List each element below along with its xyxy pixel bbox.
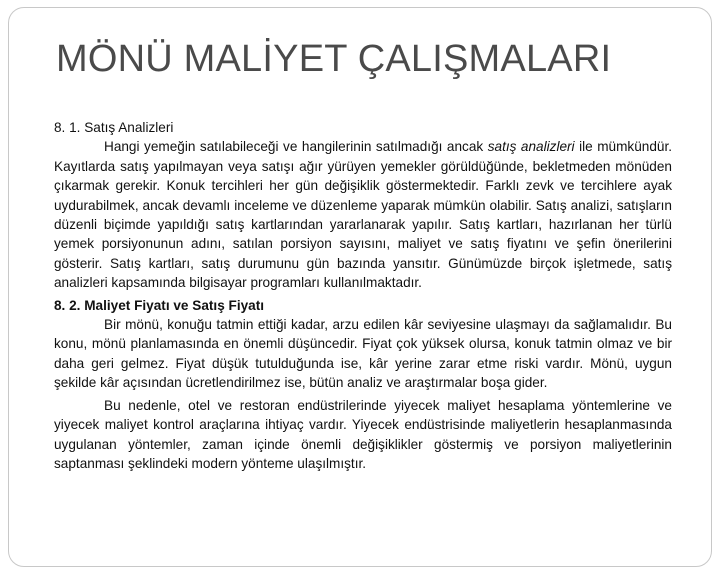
sales-analysis-paragraph <box>54 137 672 292</box>
paragraph-text-start: Hangi yemeğin satılabileceği ve hangilerinin satılmadığı ancak <box>104 139 488 155</box>
slide-title: MÖNÜ MALİYET ÇALIŞMALARI <box>56 38 612 80</box>
section-heading-sales-analysis: 8. 1. Satış Analizleri <box>54 120 174 135</box>
cost-price-paragraph-2: Bu nedenle, otel ve restoran endüstrilerinde yiyecek maliyet hesaplama yöntemlerine ve yiyecek maliyet kontrol araçlarına ihtiyaç vardır. Yiyecek endüstrisinde maliyetlerin hesaplanmasında uygulanan yöntemler, zaman içinde önemli değişiklikler göstermiş ve porsiyon maliyetlerinin saptanması şeklindeki modern yönteme ulaşılmıştır. <box>54 397 672 471</box>
paragraph-text-end: ile mümkündür. Kayıtlarda satış yapılmayan veya satışı ağır yürüyen yemekler görüldüğünde, bekletmeden mönüden çıkarmak gerekir. Konuk tercihleri her gün değişiklik göstermektedir. Farklı zevk ve tercihlere ayak uydurabilmek, ancak devamlı inceleme ve düzenleme yaparak mümkün olabilir. Satış analizi, satışların düzenli biçimde yapıldığı satış kartlarından yararlanarak yapılır. Satış kartları, hazırlanan her türlü yemek porsiyonunun adını, satılan porsiyon sayısını, maliyet ve satış fiyatını ve şefin önerilerini gösterir. Satış kartları, satış durumunu gün bazında yansıtır. Günümüzde birçok işletmede, satış analizleri kapsamında bilgisayar programları kullanılmaktadır. <box>54 139 673 291</box>
cost-price-paragraph-1: Bir mönü, konuğu tatmin ettiği kadar, arzu edilen kâr seviyesine ulaşmayı da sağlamalıdır. Bu konu, mönü planlamasında en önemli düşüncedir. Fiyat çok yüksek olursa, konuk tatmin olmaz ve bir daha geri gelmez. Fiyat düşük tutulduğunda ise, kâr yerine zarar etme riski vardır. Mönü, uygun şekilde kâr açısından ücretlendirilmez ise, bütün analiz ve araştırmalar boşa gider. <box>54 317 672 391</box>
emphasized-term: satış analizleri <box>487 139 575 155</box>
section-heading-cost-price: 8. 2. Maliyet Fiyatı ve Satış Fiyatı <box>54 297 265 313</box>
slide-content <box>54 118 672 473</box>
